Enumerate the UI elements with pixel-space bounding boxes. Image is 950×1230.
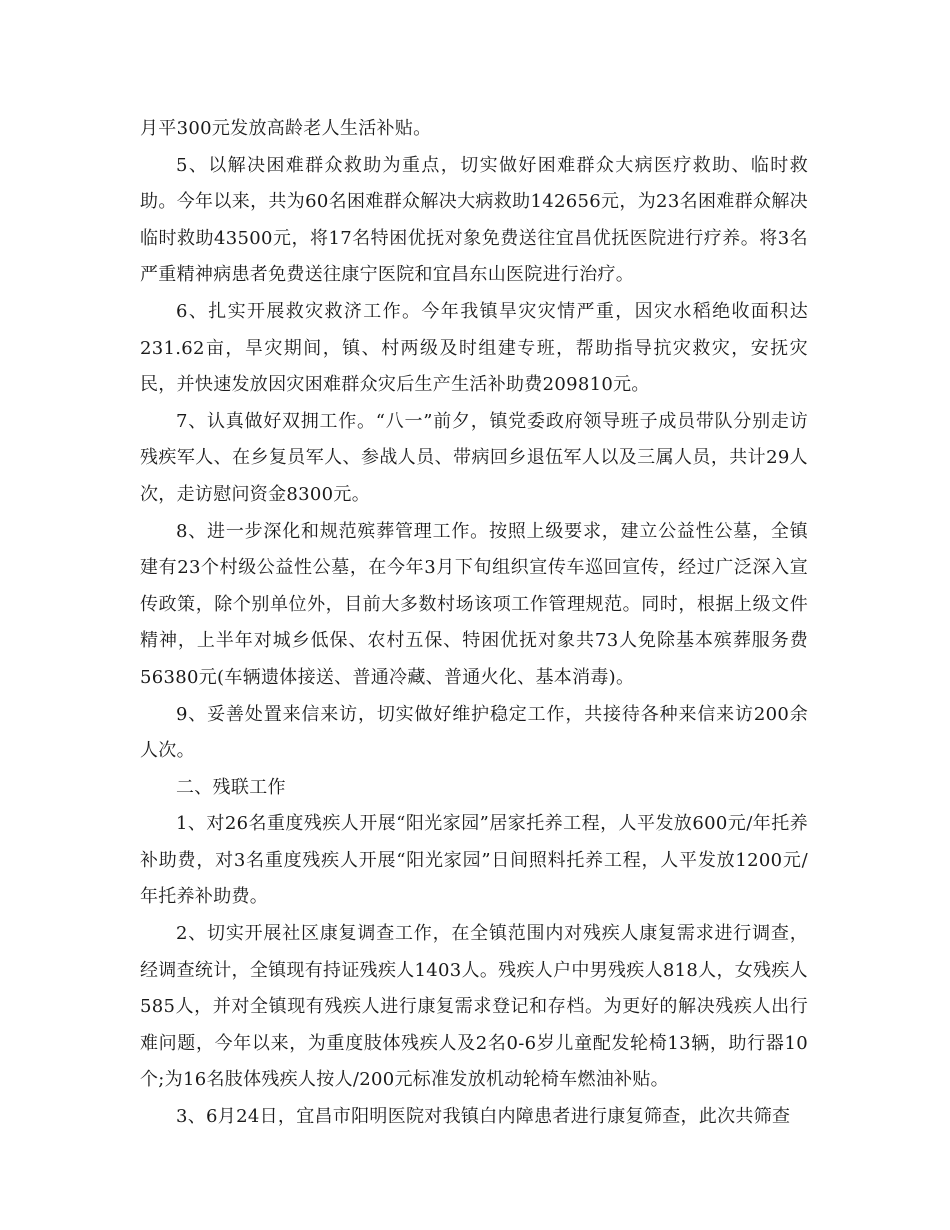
document-body: [140, 111, 808, 1136]
paragraph-item-6: 6、扎实开展救灾救济工作。今年我镇旱灾灾情严重，因灾水稻绝收面积达231.62亩，旱灾期间，镇、村两级及时组建专班，帮助指导抗灾救灾，安抚灾民，并快速发放因灾困难群众灾后生产生活补助费209810元。: [140, 300, 808, 396]
paragraph-item-9: 9、妥善处置来信来访，切实做好维护稳定工作，共接待各种来信来访200余人次。: [140, 703, 808, 762]
paragraph-disability-1: 1、对26名重度残疾人开展“阳光家园”居家托养工程，人平发放600元/年托养补助费，对3名重度残疾人开展“阳光家园”日间照料托养工程，人平发放1200元/年托养补助费。: [140, 813, 808, 908]
paragraph-item-8: 8、进一步深化和规范殡葬管理工作。按照上级要求，建立公益性公墓，全镇建有23个村级公益性公墓，在今年3月下旬组织宣传车巡回宣传，经过广泛深入宣传政策，除个别单位外，目前大多数村场该项工作管理规范。同时，根据上级文件精神，上半年对城乡低保、农村五保、特困优抚对象共73人免除基本殡葬服务费56380元(车辆遗体接送、普通冷藏、普通火化、基本消毒)。: [140, 520, 808, 688]
paragraph-disability-2: 2、切实开展社区康复调查工作，在全镇范围内对残疾人康复需求进行调查，经调查统计，全镇现有持证残疾人1403人。残疾人户中男残疾人818人，女残疾人585人，并对全镇现有残疾人进行康复需求登记和存档。为更好的解决残疾人出行难问题，今年以来，为重度肢体残疾人及2名0-6岁儿童配发轮椅13辆，助行器10个;为16名肢体残疾人按人/200元标准发放机动轮椅车燃油补贴。: [140, 923, 808, 1091]
paragraph-disability-3: 3、6月24日，宜昌市阳明医院对我镇白内障患者进行康复筛查，此次共筛查: [176, 1106, 791, 1128]
paragraph-item-5: 5、以解决困难群众救助为重点，切实做好困难群众大病医疗救助、临时救助。今年以来，共为60名困难群众解决大病救助142656元，为23名困难群众解决临时救助43500元，将17名特困优抚对象免费送往宜昌优抚医院进行疗养。将3名严重精神病患者免费送往康宁医院和宜昌东山医院进行治疗。: [140, 154, 808, 286]
paragraph-item-7: 7、认真做好双拥工作。“八一”前夕，镇党委政府领导班子成员带队分别走访残疾军人、在乡复员军人、参战人员、带病回乡退伍军人以及三属人员，共计29人次，走访慰问资金8300元。: [140, 410, 808, 505]
section-heading: 二、残联工作: [176, 776, 286, 798]
paragraph-continuation: 月平300元发放高龄老人生活补贴。: [140, 118, 432, 139]
